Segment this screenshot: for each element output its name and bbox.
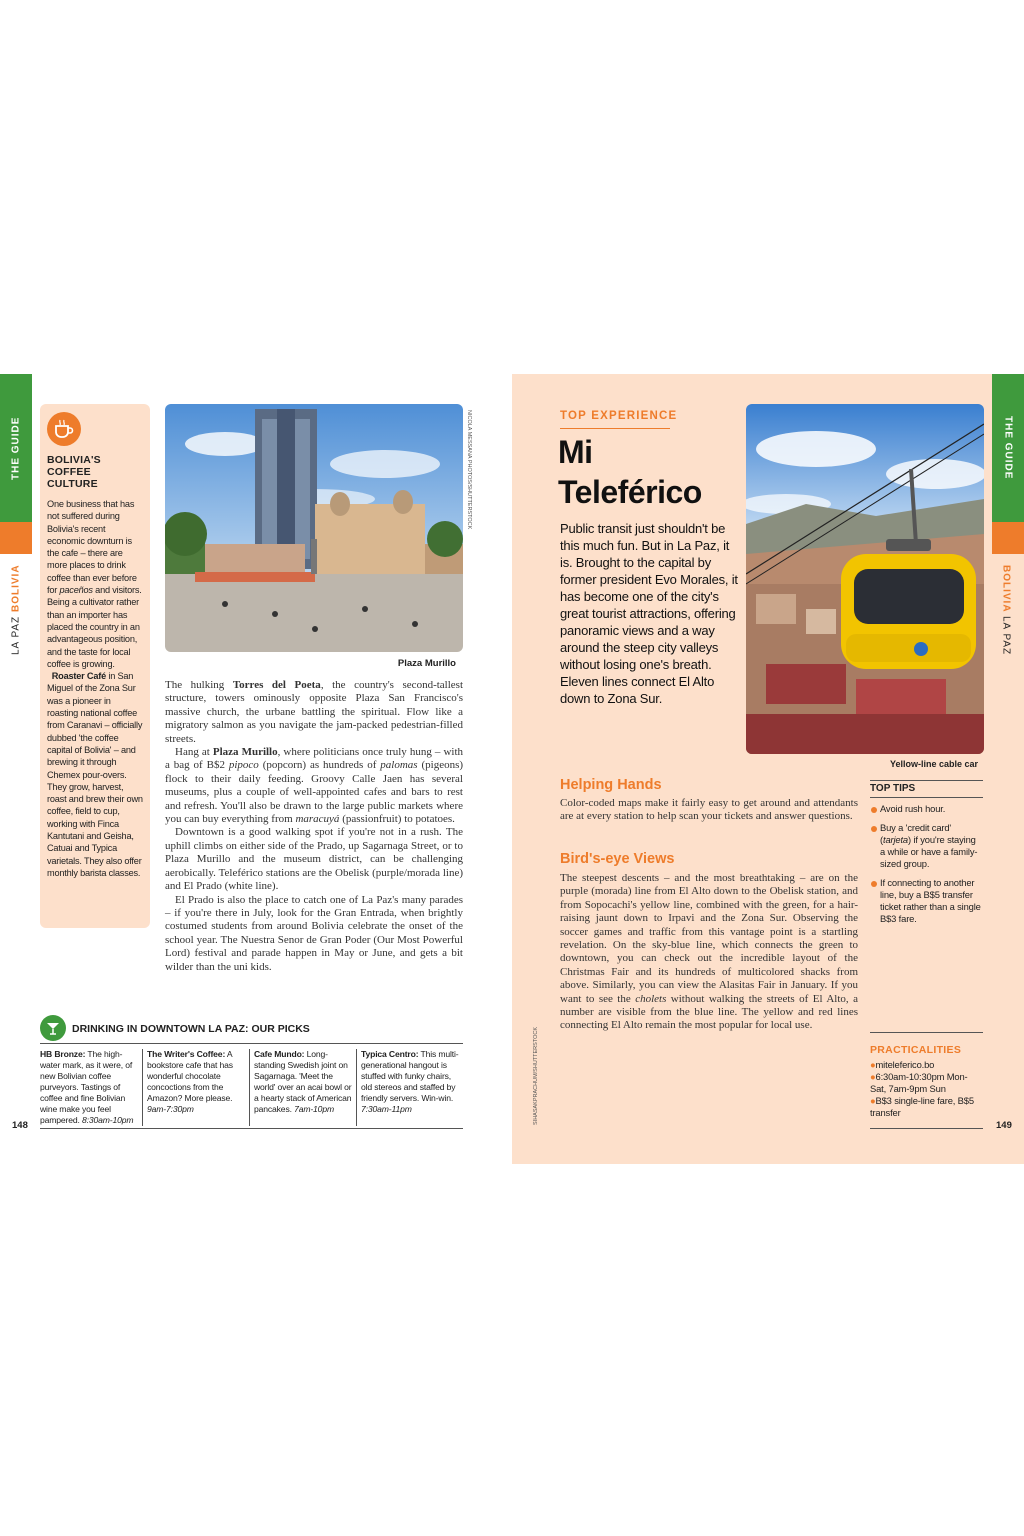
top-tips-title: TOP TIPS xyxy=(870,783,916,794)
sidebar-p1-italic: paceños xyxy=(59,585,93,596)
top-tips-list xyxy=(870,803,983,932)
left-body-text xyxy=(165,679,463,974)
helping-hands-heading: Helping Hands xyxy=(560,777,662,793)
tip-2 xyxy=(870,822,983,870)
body-p2f: palomas xyxy=(380,759,418,772)
body-para-4: El Prado is also the place to catch one of La Paz's many parades – if you're there in July, look for the Gran Entrada, when brightly costumed students from around Bolivia celebrate the onset of the school year. The Nuestra Senor de Gran Poder (Our Most Powerful Lord) festival and parade happen in May or June, and gets a bit wilder than the uni kids. xyxy=(165,893,463,973)
sidebar-body xyxy=(47,498,143,879)
pick-item xyxy=(40,1049,143,1126)
body-p1c: , the country's second-tallest structure, towers ominously opposite Plaza San Francisco's massive church, the urbane battling the spiritual. Flow like a migratory salmon as you navigate the jam-packed pedestrian-filled streets. xyxy=(165,679,463,745)
coffee-culture-sidebar xyxy=(40,404,150,928)
prac-hours: ●6:30am-10:30pm Mon-Sat, 7am-9pm Sun xyxy=(870,1071,968,1094)
pick-hours: 7am-10pm xyxy=(294,1104,334,1114)
picks-grid xyxy=(40,1049,463,1129)
pick-hours: 8:30am-10pm xyxy=(81,1115,134,1125)
body-p2c: , where politicians once truly hung – with a bag of B$2 xyxy=(165,746,463,772)
prac-bottom-rule xyxy=(870,1128,983,1129)
tip-2-italic: tarjeta xyxy=(882,834,908,845)
tab-guide-label: THE GUIDE xyxy=(10,416,22,480)
birds-eye-text xyxy=(560,872,858,1033)
right-tab-orange xyxy=(992,522,1024,554)
sidebar-title: BOLIVIA'S COFFEE CULTURE xyxy=(47,454,101,490)
plaza-murillo-photo xyxy=(165,404,463,652)
practicalities-title: PRACTICALITIES xyxy=(870,1044,962,1056)
photo-caption-1: Plaza Murillo xyxy=(397,658,456,669)
left-tab-orange xyxy=(0,522,32,554)
page-number-left: 148 xyxy=(12,1120,28,1131)
pick-item xyxy=(250,1049,357,1126)
picks-divider xyxy=(40,1043,463,1044)
title-line-2: Teleférico xyxy=(558,474,702,510)
photo-credit-2: SIHASAKPRACHUM/SHUTTERSTOCK xyxy=(533,1027,539,1125)
page-number-right: 149 xyxy=(996,1120,1012,1131)
prac-website: ●miteleferico.bo xyxy=(870,1059,935,1070)
coffee-cup-icon xyxy=(47,412,81,446)
pick-text: The high-water mark, as it were, of new Bolivian coffee purveyors. Tastings of coffee and fine Bolivian wine make you feel pampered. xyxy=(40,1049,133,1125)
cocktail-icon xyxy=(40,1015,66,1041)
body-p1a: The hulking xyxy=(165,679,233,691)
body-para-3: Downtown is a good walking spot if you're not in a rush. The uphill climbs on either side of the Prado, up Sagarnaga Street, or to Plaza Murillo and the museum district, can be challenging aerobically. Teleférico stations are the Obelisk (purple/morada line) and El Prado (white line). xyxy=(165,826,463,893)
body-p2g: (pigeons) flock to their daily feeding. Groovy Calle Jaen has several museums, plus a couple of well-appointed cafes and bars to rest and refresh. You'll also be drawn to the large public markets where you can buy everything from xyxy=(165,759,464,826)
photo-caption-2: Yellow-line cable car xyxy=(889,759,978,769)
sidebar-p2: in San Miguel of the Zona Sur was a pioneer in roasting national coffee from Caranavi – officially dubbed 'the coffee capital of Bolivia' – and brewing it through Chemex pour-overs. They grow, harvest, roast and brew their own coffee, field to cup, working with Finca Kantutani and Geisha, Catuai and Typica varietals. They also offer monthly barista classes. xyxy=(47,671,143,878)
running-head-region: LA PAZ xyxy=(10,616,22,656)
pick-name: Typica Centro: xyxy=(361,1049,419,1059)
pick-text: This multi-generational hangout is stuffed with funky chairs, old stereos and staffed by friendly servers. Win-win. xyxy=(361,1049,459,1103)
pick-name: The Writer's Coffee: xyxy=(147,1049,226,1059)
pick-text: Long-standing Swedish joint on Sagarnaga. 'Meet the world' over an acai bowl or a hearty stack of American pancakes. xyxy=(254,1049,352,1114)
body-para-1 xyxy=(165,679,463,746)
body-p2h: maracuyá xyxy=(295,813,340,826)
right-running-head xyxy=(998,560,1014,660)
tip-2c: ) if you're staying a while or have a family-sized group. xyxy=(880,834,978,869)
body-p2d: pipoco xyxy=(228,759,259,772)
tips-sub-rule xyxy=(870,797,983,798)
torres-del-poeta: Torres del Poeta xyxy=(232,679,321,691)
helping-hands-text: Color-coded maps make it fairly easy to get around and attendants are at every station to help scan your tickets and answer questions. xyxy=(560,797,858,823)
prac-2: 6:30am-10:30pm Mon-Sat, 7am-9pm Sun xyxy=(870,1071,968,1094)
running-head-country-right: BOLIVIA xyxy=(1000,564,1012,613)
picks-title: DRINKING IN DOWNTOWN LA PAZ: OUR PICKS xyxy=(72,1023,310,1035)
prac-3: B$3 single-line fare, B$5 transfer xyxy=(870,1095,974,1118)
prac-1: miteleferico.bo xyxy=(875,1059,935,1070)
pick-hours: 9am-7:30pm xyxy=(147,1104,194,1114)
top-experience-kicker: TOP EXPERIENCE xyxy=(560,410,678,422)
cable-car-photo xyxy=(746,404,984,754)
tips-top-rule xyxy=(870,780,983,781)
birds-eye-text-a: The steepest descents – and the most breathtaking – are on the purple (morada) line from El Alto down to the Obelisk station, and from Sopocachi's yellow line, combined with the green, for a hair-raising jaunt down to Irpavi and the Zona Sur. Observing the soccer games and traffic from this vantage point is a startling revelation. On the sky-blue line, which connects the green to downtown, you can check out the incredible layout of the Christmas Fair and its hundreds of multicolored shacks from above. Similarly, you can view the Alasitas Fair in January. If you want to see the xyxy=(560,872,858,1005)
pick-name: Cafe Mundo: xyxy=(254,1049,305,1059)
right-tab-guide xyxy=(992,374,1024,522)
sidebar-p1: One business that has not suffered during Bolivia's recent economic downturn is the cafe – there are more places to drink coffee than ever before for xyxy=(47,499,137,596)
prac-fares: ●B$3 single-line fare, B$5 transfer xyxy=(870,1095,974,1118)
pick-name: HB Bronze: xyxy=(40,1049,86,1059)
plaza-murillo-bold: Plaza Murillo xyxy=(212,746,278,759)
tip-3: If connecting to another line, buy a B$5 transfer ticket rather than a single B$3 fare. xyxy=(870,877,983,925)
cholets-italic: cholets xyxy=(635,992,667,1005)
pick-item xyxy=(143,1049,250,1126)
tip-2a: Buy a 'credit card' ( xyxy=(880,822,952,845)
practicalities-list xyxy=(870,1059,983,1119)
page-title xyxy=(558,432,702,512)
body-p2e: (popcorn) as hundreds of xyxy=(258,759,381,772)
body-p2a: Hang at xyxy=(175,746,213,759)
pick-text: A bookstore cafe that has wonderful chocolate concoctions from the Amazon? More please. xyxy=(147,1049,233,1103)
running-head-country: BOLIVIA xyxy=(10,564,22,613)
tab-guide-label-right: THE GUIDE xyxy=(1002,416,1014,480)
body-p2i: (passionfruit) to potatoes. xyxy=(339,813,455,826)
left-running-head xyxy=(8,560,24,660)
sidebar-roaster-name: Roaster Café xyxy=(51,671,106,682)
title-line-1: Mi xyxy=(558,434,593,470)
birds-eye-text-b: without walking the streets of El Alto, a number are visible from the blue line. The yellow and red lines connecting El Alto remain the most popular for local use. xyxy=(560,992,858,1032)
sidebar-p1-end: and visitors. Being a cultivator rather than an importer has placed the country in an advantageous position, and the taste for local coffee is growing. xyxy=(47,585,142,669)
photo-credit-1: NICOLA MESSANA PHOTOS/SHUTTERSTOCK xyxy=(466,410,472,530)
tip-1: Avoid rush hour. xyxy=(870,803,983,815)
body-para-2 xyxy=(165,746,463,826)
pick-item xyxy=(357,1049,463,1126)
running-head-region-right: LA PAZ xyxy=(1000,616,1012,656)
prac-rule xyxy=(870,1032,983,1033)
birds-eye-heading: Bird's-eye Views xyxy=(560,851,675,867)
pick-hours: 7:30am-11pm xyxy=(361,1104,412,1114)
left-tab-guide xyxy=(0,374,32,522)
kicker-rule xyxy=(560,428,670,429)
intro-text: Public transit just shouldn't be this much fun. But in La Paz, it is. Brought to the capital by former president Evo Morales, it has become one of the city's great tourist attractions, offering panoramic views and a way around the steep city valleys without losing one's breath. Eleven lines connect El Alto down to Zona Sur. xyxy=(560,521,738,706)
